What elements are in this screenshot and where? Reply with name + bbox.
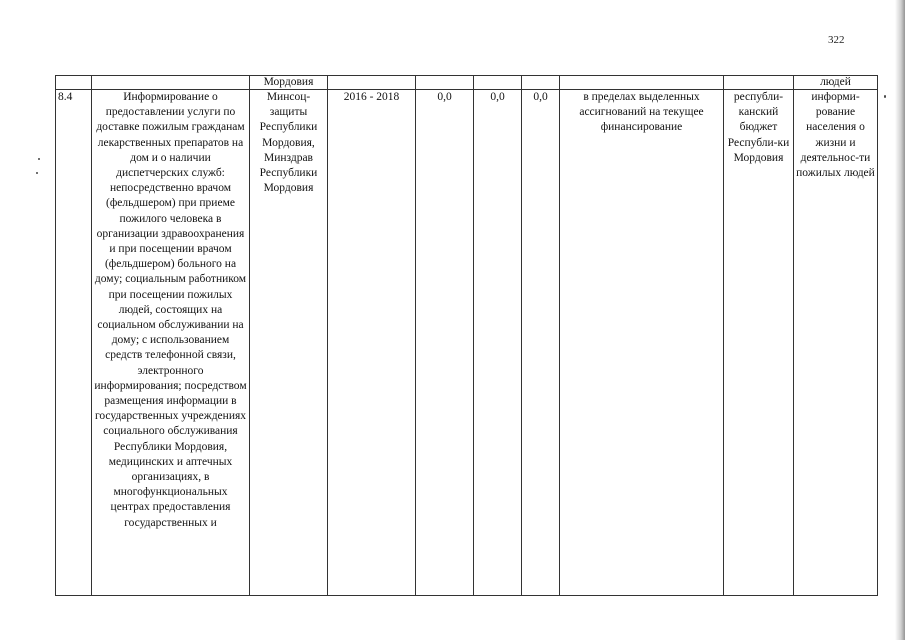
cont-cell-v1	[416, 76, 474, 90]
scan-speck	[38, 158, 40, 160]
financing-cell: в пределах выделенных ассигнований на текущее финансирование	[560, 90, 724, 596]
cont-cell-executor: Мордовия	[250, 76, 328, 90]
row-number: 8.4	[56, 90, 92, 596]
cont-cell-num	[56, 76, 92, 90]
scan-speck	[884, 95, 886, 98]
executor-cell: Минсоц-защиты Республики Мордовия, Минздрав Республики Мордовия	[250, 90, 328, 596]
cont-cell-v2	[474, 76, 522, 90]
value-cell-2: 0,0	[474, 90, 522, 596]
funding-source-cell: республи-канский бюджет Республи-ки Мордовия	[724, 90, 794, 596]
measure-description: Информирование о предоставлении услуги по доставке пожилым гражданам лекарственных препаратов на дом и о наличии диспетчерских служб: непосредственно врачом (фельдшером) при приеме пожилого человека в организации здравоохранения и при посещении врачом (фельдшером) больного на дому; социальным работником при посещении пожилых людей, состоящих на социальном обслуживании на дому; с использованием средств телефонной связи, электронного информирования; посредством размещения информации в государственных учреждениях социального обслуживания Республики Мордовия, медицинских и аптечных организациях, в многофункциональных центрах предоставления государственных и	[92, 90, 250, 596]
page-number: 322	[828, 34, 845, 46]
continuation-row	[56, 76, 878, 90]
scan-edge-shadow	[895, 0, 905, 640]
period-cell: 2016 - 2018	[328, 90, 416, 596]
cont-cell-v3	[522, 76, 560, 90]
cont-cell-result: людей	[794, 76, 878, 90]
value-cell-3: 0,0	[522, 90, 560, 596]
table-row	[56, 90, 878, 596]
measures-table	[55, 75, 878, 596]
result-cell: информи-рование населения о жизни и деятельнос-ти пожилых людей	[794, 90, 878, 596]
value-cell-1: 0,0	[416, 90, 474, 596]
cont-cell-source	[724, 76, 794, 90]
cont-cell-period	[328, 76, 416, 90]
cont-cell-financing	[560, 76, 724, 90]
cont-cell-measure	[92, 76, 250, 90]
scan-speck	[36, 172, 38, 174]
